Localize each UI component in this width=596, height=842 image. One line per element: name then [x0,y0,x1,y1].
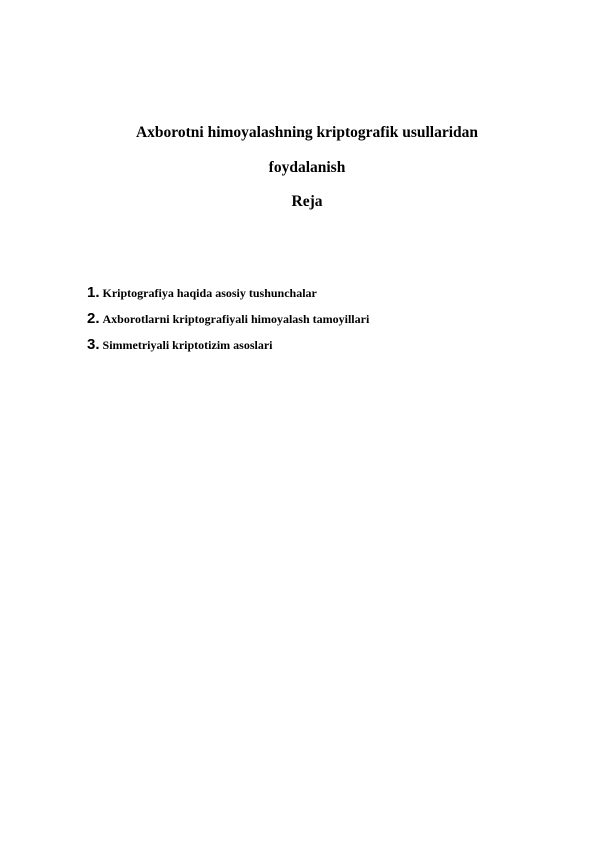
plan-item-text: Kriptografiya haqida asosiy tushunchalar [102,286,317,300]
plan-item-number: 3. [87,336,100,353]
plan-item-3 [87,335,369,355]
plan-item-text: Simmetriyali kriptotizim asoslari [102,338,273,352]
plan-item-number: 2. [87,310,100,327]
plan-item-number: 1. [87,284,100,301]
plan-item-text: Axborotlarni kriptografiyali himoyalash tamoyillari [102,312,370,326]
plan-item-1 [87,283,369,303]
plan-heading: Reja [291,193,323,210]
plan-list [87,283,369,361]
document-title-line-2: foydalanish [268,159,346,176]
document-title-line-1: Axborotni himoyalashning kriptografik usullaridan [135,124,479,141]
plan-item-2 [87,309,369,329]
